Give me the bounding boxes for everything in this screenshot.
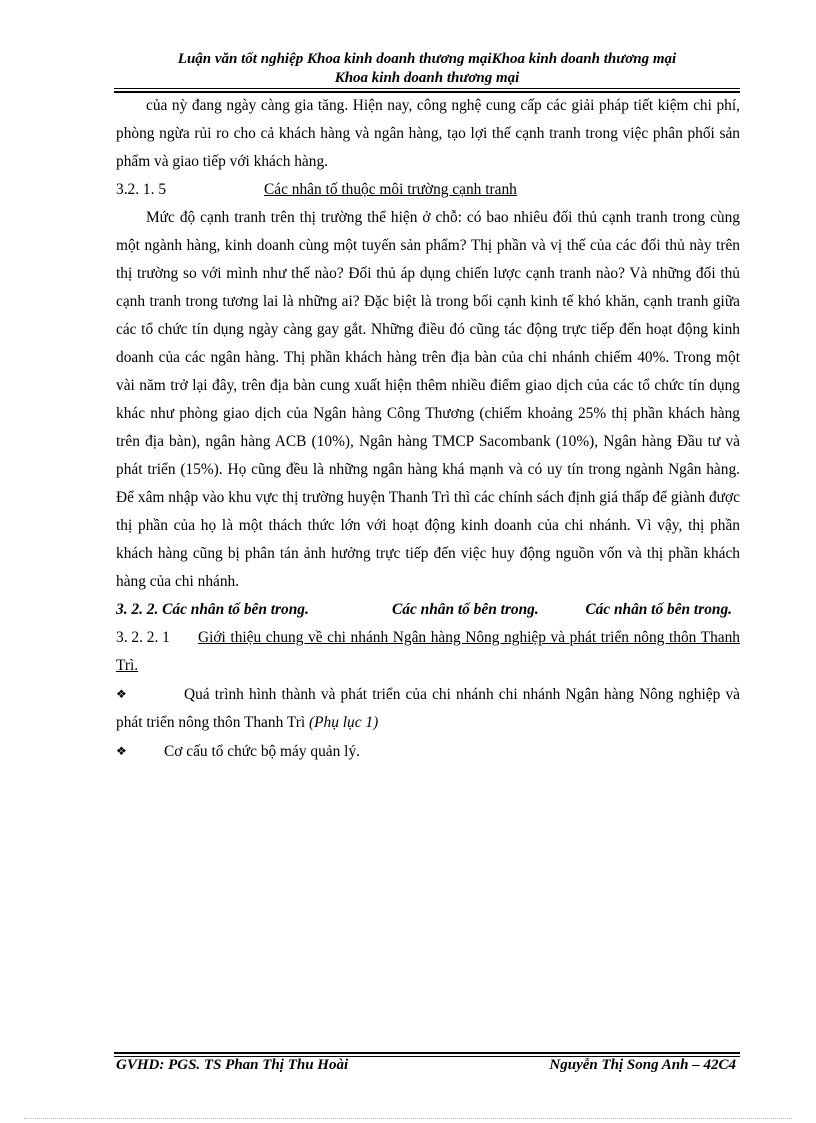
section-number: 3.2. 1. 5 — [116, 181, 167, 198]
section-heading-3221 — [116, 624, 740, 680]
appendix-reference: (Phụ lục 1) — [308, 714, 379, 731]
diamond-bullet-icon: ❖ — [116, 687, 127, 701]
bullet-text: Cơ cấu tổ chức bộ máy quản lý. — [164, 743, 360, 760]
header-line-1: Luận văn tốt nghiệp Khoa kinh doanh thương mạiKhoa kinh doanh thương mại — [177, 51, 677, 67]
section-heading-part-a: 3. 2. 2. Các nhân tố bên trong. — [116, 601, 309, 618]
subsection-title: Giới thiệu chung về chi nhánh Ngân hàng Nông nghiệp và phát triển nông thôn Thanh Trì. — [116, 629, 740, 674]
bullet-item-structure — [116, 737, 740, 766]
section-heading-3215 — [116, 176, 740, 204]
intro-paragraph: của nỳ đang ngày càng gia tăng. Hiện nay, công nghệ cung cấp các giải pháp tiết kiệm chi phí, phòng ngừa rủi ro cho cả khách hàng và ngân hàng, tạo lợi thế cạnh tranh trong việc phân phối sản phẩm và giao tiếp với khách hàng. — [116, 97, 740, 170]
competition-paragraph: Mức độ cạnh tranh trên thị trường thể hiện ở chỗ: có bao nhiêu đối thủ cạnh tranh trong cùng một ngành hàng, kinh doanh cùng một tuyến sản phẩm? Thị phần và vị thế của các đối thủ này trên thị trường so với mình như thế nào? Đối thủ áp dụng chiến lược cạnh tranh nào? Và những đối thủ cạnh tranh trong tương lai là những ai? Đặc biệt là trong bối cạnh kinh tế khó khăn, cạnh tranh giữa các tổ chức tín dụng ngày càng gay gắt. Những điều đó cũng tác động trực tiếp đến hoạt động kinh doanh của các ngân hàng. Thị phần khách hàng trên địa bàn của chi nhánh chiếm 40%. Trong một vài năm trở lại đây, trên địa bàn cung xuất hiện thêm nhiều điểm giao dịch của các tổ chức tín dụng khác như phòng giao dịch của Ngân hàng Công Thương (chiếm khoảng 25% thị phần khách hàng trên địa bàn), ngân hàng ACB (10%), Ngân hàng TMCP Sacombank (10%), Ngân hàng Đầu tư và phát triển (15%). Họ cũng đều là những ngân hàng khá mạnh và có uy tín trong ngành Ngân hàng. Để xâm nhập vào khu vực thị trường huyện Thanh Trì thì các chính sách định giá thấp để giành được thị phần của họ là một thách thức lớn với hoạt động kinh doanh của chi nhánh. Vì vậy, thị phần khách hàng cũng bị phân tán ảnh hưởng trực tiếp đến việc huy động nguồn vốn và thị phần khách hàng của chi nhánh. — [116, 209, 740, 590]
page-header — [114, 50, 740, 88]
section-title: Các nhân tố thuộc môi trường cạnh tranh — [264, 181, 517, 198]
bullet-item-history — [116, 680, 740, 737]
section-heading-322 — [116, 596, 740, 624]
bullet-text: Quá trình hình thành và phát triển của chi nhánh chi nhánh Ngân hàng Nông nghiệp và phát triển nông thôn Thanh Trì — [116, 686, 740, 731]
footer-advisor: GVHD: PGS. TS Phan Thị Thu Hoài — [116, 1057, 349, 1073]
footer-author: Nguyễn Thị Song Anh – 42C4 — [549, 1057, 736, 1073]
section-heading-part-c: Các nhân tố bên trong. — [585, 601, 732, 618]
page-edge-divider — [24, 1118, 792, 1119]
section-heading-part-b: Các nhân tố bên trong. — [392, 601, 539, 618]
header-line-2: Khoa kinh doanh thương mại — [334, 70, 520, 86]
diamond-bullet-icon: ❖ — [116, 744, 127, 758]
page-body — [116, 92, 740, 766]
subsection-number: 3. 2. 2. 1 — [116, 629, 170, 646]
